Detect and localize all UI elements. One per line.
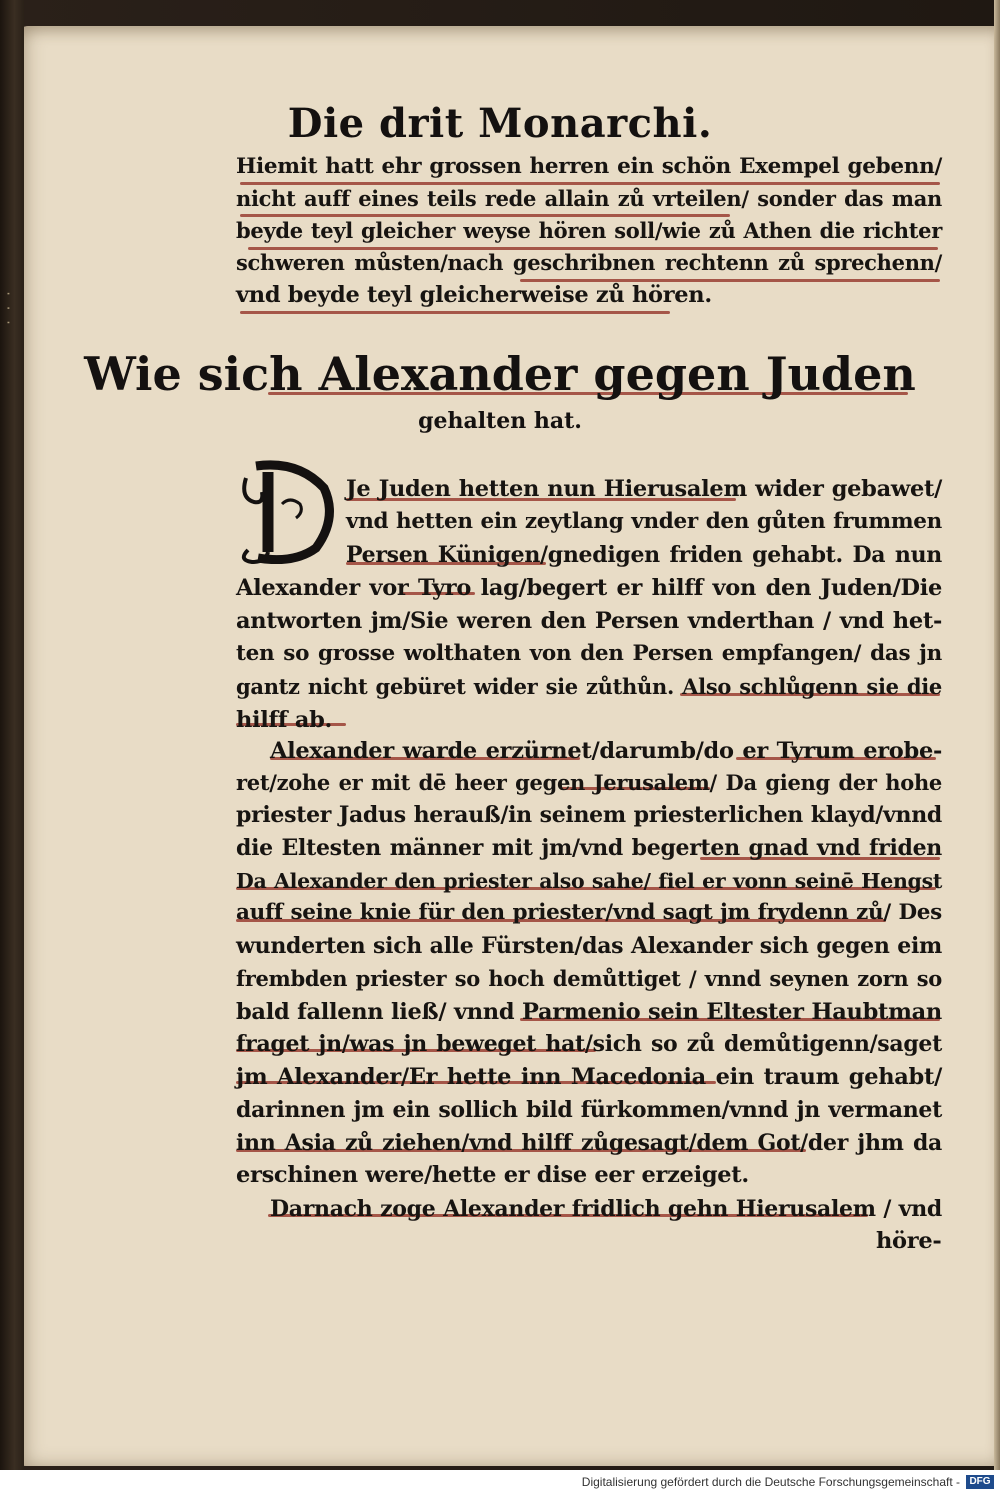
red-underline xyxy=(240,311,670,314)
line-text: Alexander warde erzürnet/darumb/do er Tyrum erobe- xyxy=(270,738,942,764)
text-line xyxy=(236,768,942,798)
line-text: Da Alexander den priester also sahe/ fiel er vonn seinē Hengst xyxy=(236,869,942,893)
text-line xyxy=(236,833,942,863)
text-line xyxy=(346,507,942,537)
line-text: jm Alexander/Er hette inn Macedonia ein traum gehabt/ xyxy=(236,1064,942,1090)
text-line xyxy=(236,639,942,669)
line-text: Alexander vor Tyro lag/begert er hilff von den Juden/Die xyxy=(236,575,942,601)
text-line xyxy=(236,1160,749,1190)
text-line xyxy=(346,474,942,504)
line-text: nicht auff eines teils rede allain zů vrteilen/ sonder das man xyxy=(236,186,942,211)
text-line xyxy=(270,736,942,766)
line-text: hilff ab. xyxy=(236,707,333,733)
text-line xyxy=(236,705,332,735)
line-text: beyde teyl gleicher weyse hören soll/wie zů Athen die richter xyxy=(236,218,942,243)
text-line xyxy=(236,672,942,702)
line-text: auff seine knie für den priester/vnd sagt jm frydenn zů/ Des xyxy=(236,900,942,925)
line-text: ten so grosse wolthaten von den Persen empfangen/ das jn xyxy=(236,641,942,666)
text-line xyxy=(236,931,942,961)
line-text: erschinen were/hette er dise eer erzeiget. xyxy=(236,1162,749,1188)
text-line xyxy=(236,1128,942,1158)
footer-credit: Digitalisierung gefördert durch die Deutsche Forschungsgemeinschaft - xyxy=(581,1475,960,1489)
text-line xyxy=(236,606,942,636)
book-spine xyxy=(0,0,24,1470)
line-text: Hiemit hatt ehr grossen herren ein schön Exempel gebenn/ xyxy=(236,154,942,179)
text-line xyxy=(236,573,942,603)
text-line xyxy=(236,248,942,278)
chapter-subheading: gehalten hat. xyxy=(418,408,582,434)
digitization-footer xyxy=(0,1470,1000,1494)
line-text: fraget jn/was jn beweget hat/sich so zů demůtigenn/saget xyxy=(236,1031,942,1057)
line-text: frembden priester so hoch demůttiget / vnnd seynen zorn so xyxy=(236,966,942,991)
chapter-heading: Wie sich Alexander gegen Juden xyxy=(84,347,916,401)
line-text: bald fallenn ließ/ vnnd Parmenio sein Eltester Haubtman xyxy=(236,999,942,1025)
text-line xyxy=(236,1062,942,1092)
line-text: die Eltesten männer mit jm/vnd begerten gnad vnd friden xyxy=(236,835,942,861)
text-line xyxy=(346,540,942,570)
line-text: gantz nicht gebüret wider sie zůthůn. Also schlůgenn sie die xyxy=(236,674,942,699)
line-text: schweren můsten/nach geschribnen rechtenn zů sprechenn/ xyxy=(236,250,942,275)
running-head: Die drit Monarchi. xyxy=(287,100,713,147)
line-text: Darnach zoge Alexander fridlich gehn Hierusalem / vnd xyxy=(270,1196,942,1222)
line-text: Je Juden hetten nun Hierusalem wider gebawet/ xyxy=(346,476,942,502)
text-line xyxy=(236,866,942,896)
line-text: vnd hetten ein zeytlang vnder den gůten frummen xyxy=(346,509,942,534)
line-text: wunderten sich alle Fürsten/das Alexander sich gegen eim xyxy=(236,933,942,959)
spine-mark: · · · xyxy=(1,290,15,327)
text-line xyxy=(236,1029,942,1059)
text-line xyxy=(236,997,942,1027)
line-text: priester Jadus herauß/in seinem priesterlichen klayd/vnnd xyxy=(236,802,942,828)
dfg-logo: DFG xyxy=(966,1475,994,1489)
catchword xyxy=(876,1226,941,1256)
line-text: höre- xyxy=(876,1228,942,1254)
text-line xyxy=(236,898,942,928)
text-line xyxy=(236,184,942,214)
line-text: antworten jm/Sie weren den Persen vnderthan / vnd het- xyxy=(236,608,942,634)
line-text: ret/zohe er mit dē heer gegen Jerusalem/ Da gieng der hohe xyxy=(236,770,942,795)
line-text: darinnen jm ein sollich bild fürkommen/vnnd jn vermanet xyxy=(236,1097,942,1123)
page-edge xyxy=(994,0,1000,1470)
text-line xyxy=(236,1095,942,1125)
line-text: inn Asia zů ziehen/vnd hilff zůgesagt/dem Got/der jhm da xyxy=(236,1130,942,1156)
line-text: Persen Künigen/gnedigen friden gehabt. Da nun xyxy=(346,542,942,568)
text-line xyxy=(236,216,942,246)
text-line xyxy=(236,152,942,182)
line-text: vnd beyde teyl gleicherweise zů hören. xyxy=(236,282,712,308)
text-line xyxy=(236,964,942,994)
text-line xyxy=(236,280,712,310)
decorated-initial xyxy=(238,458,338,564)
text-line xyxy=(236,800,942,830)
text-line xyxy=(270,1194,942,1224)
